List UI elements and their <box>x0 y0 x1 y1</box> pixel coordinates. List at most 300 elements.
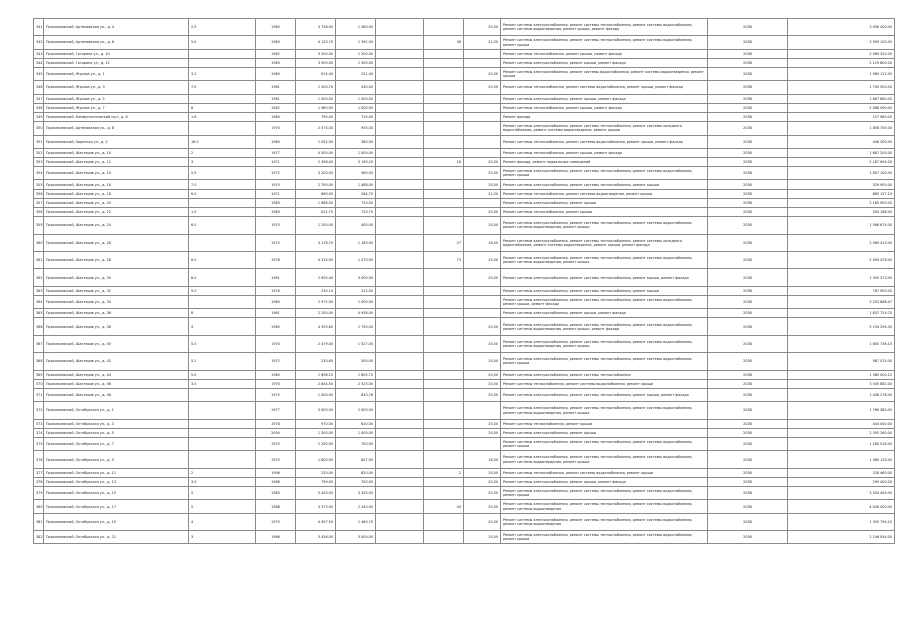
blank-cell <box>376 158 424 167</box>
table-row <box>34 379 895 388</box>
cost-cell: 2 089 320.00 <box>788 49 895 58</box>
blank-cell <box>376 318 424 335</box>
residents-cell <box>424 189 464 198</box>
year-cell: 1963 <box>256 208 296 217</box>
rate-cell <box>464 309 501 318</box>
year-cell: 1960 <box>256 135 296 148</box>
rate-cell: 20,00 <box>464 217 501 234</box>
area-cell: 9.0 <box>189 286 256 295</box>
total-area-cell: 5 443.00 <box>296 487 336 500</box>
row-number-cell: 372 <box>34 402 44 419</box>
blank-cell <box>376 295 424 308</box>
residents-cell <box>424 198 464 207</box>
row-number-cell: 368 <box>34 353 44 370</box>
area-cell <box>189 295 256 308</box>
residents-cell <box>424 103 464 112</box>
capital-repair-register-table <box>33 18 895 544</box>
address-cell: Прокопьевский, Октябрьская ул., д. 7 <box>44 438 189 451</box>
total-area-cell: 3 500.00 <box>296 49 336 58</box>
blank-cell <box>376 353 424 370</box>
rate-cell: 22,00 <box>464 189 501 198</box>
blank-cell <box>376 402 424 419</box>
area-cell: 2 <box>189 148 256 157</box>
address-cell: Прокопьевский, Октябрьская ул., д. 1 <box>44 402 189 419</box>
row-number-cell: 369 <box>34 370 44 379</box>
area-cell: 16.0 <box>189 135 256 148</box>
area-cell: 2 <box>189 468 256 477</box>
living-area-cell: 720.70 <box>336 208 376 217</box>
residents-cell <box>424 513 464 530</box>
cost-cell: 1 180 016.00 <box>788 438 895 451</box>
year-cell: 1960 <box>256 19 296 36</box>
address-cell: Прокопьевский, Шахтеров ул., д. 18 <box>44 189 189 198</box>
cost-cell: 2 395 260.00 <box>788 428 895 437</box>
cost-cell: 5 194 294.00 <box>788 318 895 335</box>
year-cell: 1970 <box>256 513 296 530</box>
residents-cell <box>424 477 464 486</box>
area-cell <box>189 438 256 451</box>
area-cell <box>189 122 256 135</box>
living-area-cell: 1 750.00 <box>336 318 376 335</box>
row-number-cell: 345 <box>34 68 44 81</box>
works-list-cell: Ремонт системы электроснабжения, ремонт системы теплоснабжения, ремонт системы водоснабжения, ремонт системы водоотведения <box>501 513 708 530</box>
rate-cell <box>464 295 501 308</box>
planned-year-cell: 2038 <box>708 19 788 36</box>
residents-cell <box>424 122 464 135</box>
table-row <box>34 217 895 234</box>
planned-year-cell: 2038 <box>708 451 788 468</box>
total-area-cell: 1 980.00 <box>296 103 336 112</box>
address-cell: Прокопьевский, Шахтеров ул., д. 32 <box>44 286 189 295</box>
total-area-cell: 4 120.70 <box>296 36 336 49</box>
works-list-cell: Ремонт системы электроснабжения, ремонт системы теплоснабжения, ремонт системы водоснабжения, ремонт системы водоотведения, ремонт крыши <box>501 335 708 352</box>
total-area-cell: 2 479.40 <box>296 335 336 352</box>
rate-cell <box>464 103 501 112</box>
year-cell: 1960 <box>256 295 296 308</box>
living-area-cell: 2 240.00 <box>336 500 376 513</box>
planned-year-cell: 2038 <box>708 402 788 419</box>
area-cell: 5 <box>189 487 256 500</box>
row-number-cell: 356 <box>34 189 44 198</box>
address-cell: Прокопьевский, Шахтеров ул., д. 46 <box>44 379 189 388</box>
year-cell: 1966 <box>256 531 296 544</box>
total-area-cell: 3 000.00 <box>296 402 336 419</box>
address-cell: Прокопьевский, Шахтеров ул., д. 34 <box>44 295 189 308</box>
total-area-cell: 2 972.00 <box>296 295 336 308</box>
blank-cell <box>376 148 424 157</box>
works-list-cell: Ремонт системы теплоснабжения, ремонт системы водоснабжения, ремонт крыши <box>501 379 708 388</box>
table-row <box>34 500 895 513</box>
address-cell: Прокопьевский, Шахтеров ул., д. 24 <box>44 217 189 234</box>
works-list-cell: Ремонт системы электроснабжения, ремонт системы теплоснабжения, ремонт системы водоснабжения, ремонт крыши <box>501 487 708 500</box>
living-area-cell: 720.00 <box>336 198 376 207</box>
living-area-cell: 3 000.00 <box>336 531 376 544</box>
planned-year-cell: 2038 <box>708 122 788 135</box>
works-list-cell: Ремонт системы электроснабжения, ремонт системы теплоснабжения, ремонт крыши <box>501 180 708 189</box>
total-area-cell: 4 457.50 <box>296 513 336 530</box>
total-area-cell: 1 200.00 <box>296 217 336 234</box>
cost-cell: 4 028 000.00 <box>788 500 895 513</box>
works-list-cell: Ремонт системы электроснабжения, ремонт крыши <box>501 198 708 207</box>
rate-cell: 20,00 <box>464 208 501 217</box>
planned-year-cell: 2038 <box>708 198 788 207</box>
blank-cell <box>376 309 424 318</box>
year-cell: 1988 <box>256 500 296 513</box>
cost-cell: 2 146 044.00 <box>788 531 895 544</box>
row-number-cell: 381 <box>34 513 44 530</box>
total-area-cell: 4 595.60 <box>296 318 336 335</box>
area-cell: 5.0 <box>189 335 256 352</box>
area-cell: 6.0 <box>189 189 256 198</box>
cost-cell: 1 408 278.00 <box>788 389 895 402</box>
table-row <box>34 158 895 167</box>
cost-cell: 1 700 500.00 <box>788 81 895 94</box>
rate-cell: 20,00 <box>464 531 501 544</box>
living-area-cell: 400.00 <box>336 217 376 234</box>
planned-year-cell: 2038 <box>708 103 788 112</box>
year-cell: 1970 <box>256 234 296 251</box>
address-cell: Прокопьевский, Заречная ул., д. 2 <box>44 135 189 148</box>
row-number-cell: 382 <box>34 531 44 544</box>
rate-cell: 20,00 <box>464 318 501 335</box>
residents-cell <box>424 135 464 148</box>
total-area-cell: 1 886.00 <box>296 198 336 207</box>
residents-cell: 16 <box>424 158 464 167</box>
planned-year-cell: 2038 <box>708 487 788 500</box>
total-area-cell: 230.60 <box>296 353 336 370</box>
residents-cell <box>424 208 464 217</box>
row-number-cell: 352 <box>34 148 44 157</box>
cost-cell: 5 203 868.47 <box>788 295 895 308</box>
planned-year-cell: 2038 <box>708 113 788 122</box>
living-area-cell: 1 185.00 <box>336 234 376 251</box>
table-row <box>34 286 895 295</box>
row-number-cell: 376 <box>34 451 44 468</box>
address-cell: Прокопьевский, Октябрьская ул., д. 9 <box>44 451 189 468</box>
table-row <box>34 468 895 477</box>
area-cell: 7.0 <box>189 180 256 189</box>
planned-year-cell: 2038 <box>708 135 788 148</box>
living-area-cell: 700.00 <box>336 477 376 486</box>
cost-cell: 865 157.10 <box>788 189 895 198</box>
planned-year-cell: 2038 <box>708 252 788 269</box>
total-area-cell: 2 290.00 <box>296 438 336 451</box>
year-cell: 1978 <box>256 252 296 269</box>
year-cell: 1962 <box>256 49 296 58</box>
total-area-cell: 3 373.00 <box>296 500 336 513</box>
area-cell: 3 <box>189 531 256 544</box>
address-cell: Прокопьевский, Шахтеров ул., д. 38 <box>44 318 189 335</box>
year-cell: 1971 <box>256 158 296 167</box>
row-number-cell: 342 <box>34 36 44 49</box>
cost-cell: 1 960 112.00 <box>788 68 895 81</box>
cost-cell: 2 129 800.00 <box>788 58 895 67</box>
area-cell: 4 <box>189 318 256 335</box>
blank-cell <box>376 103 424 112</box>
planned-year-cell: 2038 <box>708 286 788 295</box>
address-cell: Прокопьевский, Шахтеров ул., д. 14 <box>44 167 189 180</box>
works-list-cell: Ремонт системы электроснабжения, ремонт системы теплоснабжения, ремонт системы холодного водоснабжения, ремонт системы водоотведения, ремонт крыши <box>501 122 708 135</box>
area-cell <box>189 419 256 428</box>
cost-cell: 787 900.00 <box>788 286 895 295</box>
address-cell: Прокопьевский, Октябрьская ул., д. 5 <box>44 428 189 437</box>
address-cell: Прокопьевский, Жукова ул., д. 1 <box>44 68 189 81</box>
table-row <box>34 58 895 67</box>
living-area-cell: 830.76 <box>336 389 376 402</box>
year-cell: 1971 <box>256 189 296 198</box>
row-number-cell: 370 <box>34 379 44 388</box>
year-cell: 2004 <box>256 428 296 437</box>
address-cell: Прокопьевский, Артемовская ул., д. 4 <box>44 19 189 36</box>
table-row <box>34 198 895 207</box>
planned-year-cell: 2038 <box>708 158 788 167</box>
table-row <box>34 295 895 308</box>
cost-cell: 446 300.00 <box>788 135 895 148</box>
works-list-cell: Ремонт системы теплоснабжения, ремонт крыши, ремонт фасада <box>501 103 708 112</box>
residents-cell <box>424 379 464 388</box>
living-area-cell: 820.00 <box>336 468 376 477</box>
blank-cell <box>376 419 424 428</box>
row-number-cell: 347 <box>34 94 44 103</box>
table-row <box>34 269 895 286</box>
year-cell: 1962 <box>256 103 296 112</box>
total-area-cell: 4 314.00 <box>296 252 336 269</box>
cost-cell: 2 494 476.00 <box>788 252 895 269</box>
address-cell: Прокопьевский, Шахтеров ул., д. 28 <box>44 252 189 269</box>
year-cell: 1972 <box>256 353 296 370</box>
works-list-cell: Ремонт системы электроснабжения, ремонт системы теплоснабжения, ремонт системы водоснабжения, ремонт системы водоотведения <box>501 500 708 513</box>
living-area-cell: 1 000.00 <box>336 94 376 103</box>
works-list-cell: Ремонт системы теплоснабжения, ремонт системы водоснабжения, ремонт крыши <box>501 468 708 477</box>
table-row <box>34 513 895 530</box>
table-row <box>34 180 895 189</box>
rate-cell <box>464 438 501 451</box>
living-area-cell: 700.00 <box>336 438 376 451</box>
rate-cell: 20,00 <box>464 19 501 36</box>
residents-cell <box>424 180 464 189</box>
table-row <box>34 318 895 335</box>
row-number-cell: 353 <box>34 158 44 167</box>
year-cell: 1983 <box>256 487 296 500</box>
planned-year-cell: 2038 <box>708 379 788 388</box>
blank-cell <box>376 370 424 379</box>
area-cell <box>189 451 256 468</box>
table-row <box>34 122 895 135</box>
blank-cell <box>376 477 424 486</box>
works-list-cell: Ремонт системы электроснабжения, ремонт крыши, ремонт фасада <box>501 477 708 486</box>
table-row <box>34 148 895 157</box>
residents-cell: 36 <box>424 36 464 49</box>
total-area-cell: 660.00 <box>296 189 336 198</box>
rate-cell: 20,00 <box>464 477 501 486</box>
total-area-cell: 3 456.00 <box>296 531 336 544</box>
planned-year-cell: 2038 <box>708 81 788 94</box>
address-cell: Прокопьевский, Шахтеров ул., д. 26 <box>44 234 189 251</box>
rate-cell: 22,00 <box>464 36 501 49</box>
planned-year-cell: 2038 <box>708 309 788 318</box>
row-number-cell: 354 <box>34 167 44 180</box>
area-cell: 5.0 <box>189 36 256 49</box>
blank-cell <box>376 468 424 477</box>
table-row <box>34 428 895 437</box>
residents-cell: 27 <box>424 234 464 251</box>
year-cell: 1965 <box>256 318 296 335</box>
planned-year-cell: 2038 <box>708 419 788 428</box>
area-cell: 1.5 <box>189 208 256 217</box>
rate-cell: 25,00 <box>464 252 501 269</box>
rate-cell: 16,00 <box>464 451 501 468</box>
rate-cell: 20,00 <box>464 180 501 189</box>
row-number-cell: 359 <box>34 217 44 234</box>
year-cell: 1963 <box>256 58 296 67</box>
living-area-cell: 1 000.00 <box>336 428 376 437</box>
cost-cell: 1 807 100.00 <box>788 167 895 180</box>
total-area-cell: 3 900.00 <box>296 58 336 67</box>
area-cell: 6.0 <box>189 217 256 234</box>
cost-cell: 1 687 200.00 <box>788 148 895 157</box>
works-list-cell: Ремонт системы электроснабжения, ремонт системы водоснабжения, ремонт системы водоотведения, ремонт крыши <box>501 68 708 81</box>
row-number-cell: 371 <box>34 389 44 402</box>
table-row <box>34 438 895 451</box>
residents-cell <box>424 113 464 122</box>
works-list-cell: Ремонт системы электроснабжения, ремонт системы теплоснабжения, ремонт крыши, ремонт фасада <box>501 389 708 402</box>
works-list-cell: Ремонт системы теплоснабжения, ремонт крыши <box>501 208 708 217</box>
area-cell: 8 <box>189 103 256 112</box>
total-area-cell: 2 844.50 <box>296 379 336 388</box>
works-list-cell: Ремонт системы электроснабжения, ремонт крыши, ремонт фасада <box>501 58 708 67</box>
cost-cell: 987 015.00 <box>788 353 895 370</box>
living-area-cell: 1 000.00 <box>336 148 376 157</box>
row-number-cell: 360 <box>34 234 44 251</box>
blank-cell <box>376 68 424 81</box>
residents-cell <box>424 295 464 308</box>
planned-year-cell: 2038 <box>708 68 788 81</box>
row-number-cell: 364 <box>34 295 44 308</box>
cost-cell: 1 566 674.00 <box>788 217 895 234</box>
works-list-cell: Ремонт системы электроснабжения, ремонт системы теплоснабжения, ремонт системы водоснабжения, ремонт крыши <box>501 167 708 180</box>
residents-cell <box>424 94 464 103</box>
cost-cell: 1 766 380.00 <box>788 402 895 419</box>
works-list-cell: Ремонт системы электроснабжения, ремонт крыши, ремонт фасада <box>501 94 708 103</box>
planned-year-cell: 2038 <box>708 428 788 437</box>
living-area-cell: 264.70 <box>336 189 376 198</box>
table-row <box>34 135 895 148</box>
table-row <box>34 477 895 486</box>
row-number-cell: 344 <box>34 58 44 67</box>
living-area-cell: 807.00 <box>336 451 376 468</box>
living-area-cell: 1 000.00 <box>336 103 376 112</box>
cost-cell: 3 304 404.00 <box>788 487 895 500</box>
area-cell <box>189 198 256 207</box>
area-cell: 5.2 <box>189 353 256 370</box>
address-cell: Прокопьевский, Шахтеров ул., д. 16 <box>44 180 189 189</box>
works-list-cell: Ремонт системы теплоснабжения, ремонт системы водоотведения, ремонт крыши <box>501 189 708 198</box>
address-cell: Прокопьевский, Жукова ул., д. 3 <box>44 81 189 94</box>
cost-cell: 157 980.00 <box>788 113 895 122</box>
cost-cell: 304 188.40 <box>788 208 895 217</box>
blank-cell <box>376 389 424 402</box>
area-cell: 3.5 <box>189 477 256 486</box>
total-area-cell: 614.40 <box>296 68 336 81</box>
row-number-cell: 357 <box>34 198 44 207</box>
address-cell: Прокопьевский, Шахтеров ул., д. 36 <box>44 309 189 318</box>
works-list-cell: Ремонт системы теплоснабжения, ремонт крыши <box>501 419 708 428</box>
total-area-cell: 1 052.00 <box>296 135 336 148</box>
year-cell: 1970 <box>256 451 296 468</box>
year-cell: 1970 <box>256 180 296 189</box>
blank-cell <box>376 36 424 49</box>
rate-cell <box>464 148 501 157</box>
row-number-cell: 343 <box>34 49 44 58</box>
table-row <box>34 49 895 58</box>
works-list-cell: Ремонт системы электроснабжения, ремонт системы теплоснабжения, ремонт системы холодного водоснабжения, ремонт системы водоотведения, ремонт крыши, ремонт фасада <box>501 234 708 251</box>
living-area-cell: 222.00 <box>336 286 376 295</box>
planned-year-cell: 2038 <box>708 353 788 370</box>
works-list-cell: Ремонт системы электроснабжения, ремонт системы теплоснабжения, ремонт системы водоснабжения, ремонт крыши <box>501 36 708 49</box>
total-area-cell: 1 698.10 <box>296 370 336 379</box>
works-list-cell: Ремонт системы электроснабжения, ремонт крыши, ремонт фасада <box>501 309 708 318</box>
blank-cell <box>376 19 424 36</box>
row-number-cell: 346 <box>34 81 44 94</box>
year-cell: 1976 <box>256 286 296 295</box>
blank-cell <box>376 500 424 513</box>
residents-cell: 2 <box>424 468 464 477</box>
residents-cell <box>424 451 464 468</box>
row-number-cell: 365 <box>34 309 44 318</box>
total-area-cell: 3 758.00 <box>296 19 336 36</box>
blank-cell <box>376 438 424 451</box>
area-cell: 2.5 <box>189 19 256 36</box>
row-number-cell: 375 <box>34 438 44 451</box>
address-cell: Прокопьевский, Артемовская ул., д. 8 <box>44 122 189 135</box>
year-cell: 1970 <box>256 217 296 234</box>
address-cell: Прокопьевский, Октябрьская ул., д. 3 <box>44 419 189 428</box>
blank-cell <box>376 180 424 189</box>
living-area-cell: 2 525.00 <box>336 379 376 388</box>
planned-year-cell: 2038 <box>708 389 788 402</box>
residents-cell <box>424 148 464 157</box>
residents-cell <box>424 309 464 318</box>
blank-cell <box>376 451 424 468</box>
year-cell: 1960 <box>256 68 296 81</box>
row-number-cell: 362 <box>34 269 44 286</box>
year-cell: 1961 <box>256 81 296 94</box>
living-area-cell: 3 190.20 <box>336 158 376 167</box>
cost-cell: 329 900.00 <box>788 180 895 189</box>
planned-year-cell: 2038 <box>708 49 788 58</box>
area-cell <box>189 58 256 67</box>
works-list-cell: Ремонт системы электроснабжения, ремонт системы теплоснабжения, ремонт системы водоснабжения, ремонт системы водоотведения, ремонт крыши <box>501 402 708 419</box>
works-list-cell: Ремонт системы электроснабжения, ремонт системы теплоснабжения, ремонт системы водоснабжения, ремонт системы водоотведения, ремонт крыши <box>501 217 708 234</box>
table-row <box>34 167 895 180</box>
blank-cell <box>376 49 424 58</box>
residents-cell <box>424 419 464 428</box>
cost-cell: 1 667 880.00 <box>788 94 895 103</box>
area-cell <box>189 389 256 402</box>
year-cell: 1963 <box>256 36 296 49</box>
living-area-cell: 1 470.00 <box>336 252 376 269</box>
residents-cell <box>424 81 464 94</box>
area-cell: 8 <box>189 309 256 318</box>
year-cell: 1968 <box>256 477 296 486</box>
blank-cell <box>376 198 424 207</box>
table-row <box>34 68 895 81</box>
planned-year-cell: 2038 <box>708 167 788 180</box>
rate-cell <box>464 113 501 122</box>
planned-year-cell: 2038 <box>708 500 788 513</box>
blank-cell <box>376 428 424 437</box>
table-row <box>34 335 895 352</box>
